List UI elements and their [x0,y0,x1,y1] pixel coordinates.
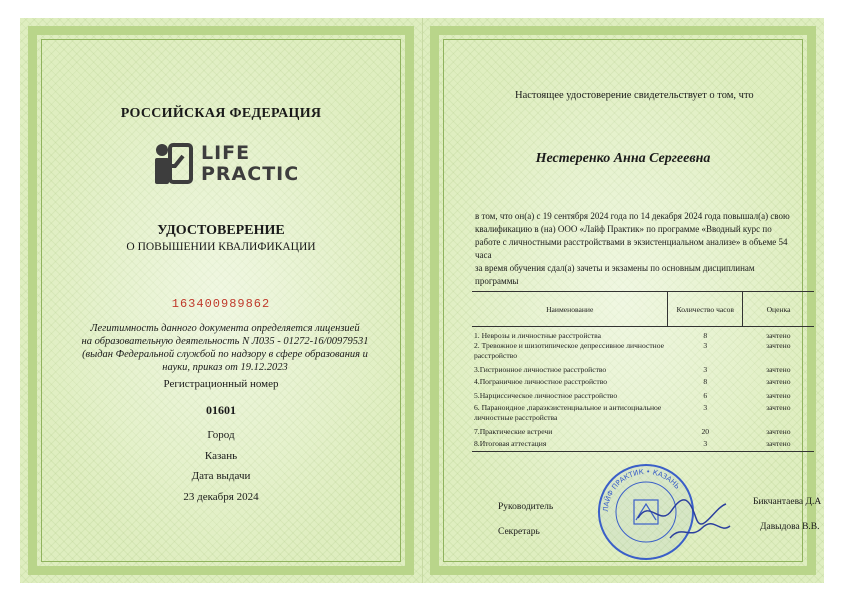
table-row [472,403,814,427]
certifies-intro: Настоящее удостоверение свидетельствует о том, что [515,90,754,101]
secretary-label: Секретарь [498,527,540,537]
table-row [472,439,814,451]
exams-text [475,262,805,288]
col-header-hours: Количество часов [668,292,743,327]
logo-wordmark [201,143,299,185]
head-name: Бикчантаева Д.А [753,497,822,507]
head-label: Руководитель [498,502,554,512]
table-row [472,365,814,377]
discipline-name: 4.Пограничное личностное расстройство [474,377,608,386]
table-header-row [472,292,814,327]
registration-number: 01601 [206,403,236,417]
page-fold-line [422,18,423,583]
legitimacy-text [80,322,370,374]
handwritten-signature-icon [630,488,740,548]
life-practic-logo [153,142,323,190]
table-row [472,391,814,403]
document-title: УДОСТОВЕРЕНИЕ [157,223,285,238]
table-row [472,341,814,365]
discipline-grade: зачтено [766,403,791,412]
discipline-hours: 3 [703,341,708,350]
registration-label: Регистрационный номер [163,378,279,390]
holder-name: Нестеренко Анна Сергеевна [535,151,711,166]
logo-line-1: LIFE [201,142,251,164]
person-board-icon [153,142,193,186]
exams-line: за время обучения сдал(а) зачеты и экзамены по основным дисциплинам [475,263,755,273]
city-label: Город [207,429,235,441]
discipline-name: 8.Итоговая аттестация [474,439,547,448]
legitimacy-line: Легитимность данного документа определяется лицензией [90,323,360,334]
discipline-hours: 8 [703,377,708,386]
course-description [475,210,805,262]
table-row [472,327,814,342]
legitimacy-line: на образовательную деятельность N Л035 - 01272-16/00979531 [81,336,369,347]
discipline-hours: 3 [703,403,708,412]
col-header-name: Наименование [472,292,668,327]
discipline-name: 3.Гистрионное личностное расстройство [474,365,607,374]
legitimacy-line: науки, приказ от 19.12.2023 [162,362,288,373]
course-line: квалификацию в (на) ООО «Лайф Практик» по программе «Вводный курс по [475,224,772,234]
legitimacy-line: (выдан Федеральной службой по надзору в сфере образования и [82,349,368,360]
discipline-name: 6. Параноидное ,параэкзистенциальное и антисоциальное личностные расстройства [474,403,662,422]
discipline-grade: зачтено [766,331,791,340]
discipline-grade: зачтено [766,391,791,400]
discipline-grade: зачтено [766,341,791,350]
discipline-name: 7.Практические встречи [474,427,553,436]
discipline-grade: зачтено [766,365,791,374]
discipline-name: 1. Неврозы и личностные расстройства [474,331,601,340]
discipline-grade: зачтено [766,377,791,386]
discipline-hours: 6 [703,391,708,400]
table-row [472,377,814,391]
document-subtitle: О ПОВЫШЕНИИ КВАЛИФИКАЦИИ [126,241,316,253]
discipline-hours: 3 [703,365,708,374]
discipline-grade: зачтено [766,439,791,448]
secretary-name: Давыдова В.В. [760,522,820,532]
col-header-grade: Оценка [743,292,814,327]
logo-line-2: PRACTIC [201,163,300,185]
stamp-text: ЛАЙФ ПРАКТИК • КАЗАНЬ [601,467,682,513]
country-heading: РОССИЙСКАЯ ФЕДЕРАЦИЯ [120,106,322,121]
serial-number: 163400989862 [171,297,271,311]
disciplines-table [472,291,814,452]
table-row [472,427,814,439]
exams-line: программы [475,276,519,286]
discipline-name: 5.Нарциссическое личностное расстройство [474,391,618,400]
issue-date-value: 23 декабря 2024 [183,491,259,503]
discipline-grade: зачтено [766,427,791,436]
certificate-sheet [20,18,824,583]
course-line: работе с личностными расстройствами в экзистенциальном анализе» в объеме 54 часа [475,237,788,260]
discipline-name: 2. Тревожное и шизотипическое депрессивное личностное расстройство [474,341,664,360]
discipline-hours: 3 [703,439,708,448]
course-line: в том, что он(а) с 19 сентября 2024 года по 14 декабря 2024 года повышал(а) свою [475,211,790,221]
issue-date-label: Дата выдачи [191,470,251,482]
discipline-hours: 8 [703,331,708,340]
city-value: Казань [204,450,238,462]
discipline-hours: 20 [701,427,710,436]
